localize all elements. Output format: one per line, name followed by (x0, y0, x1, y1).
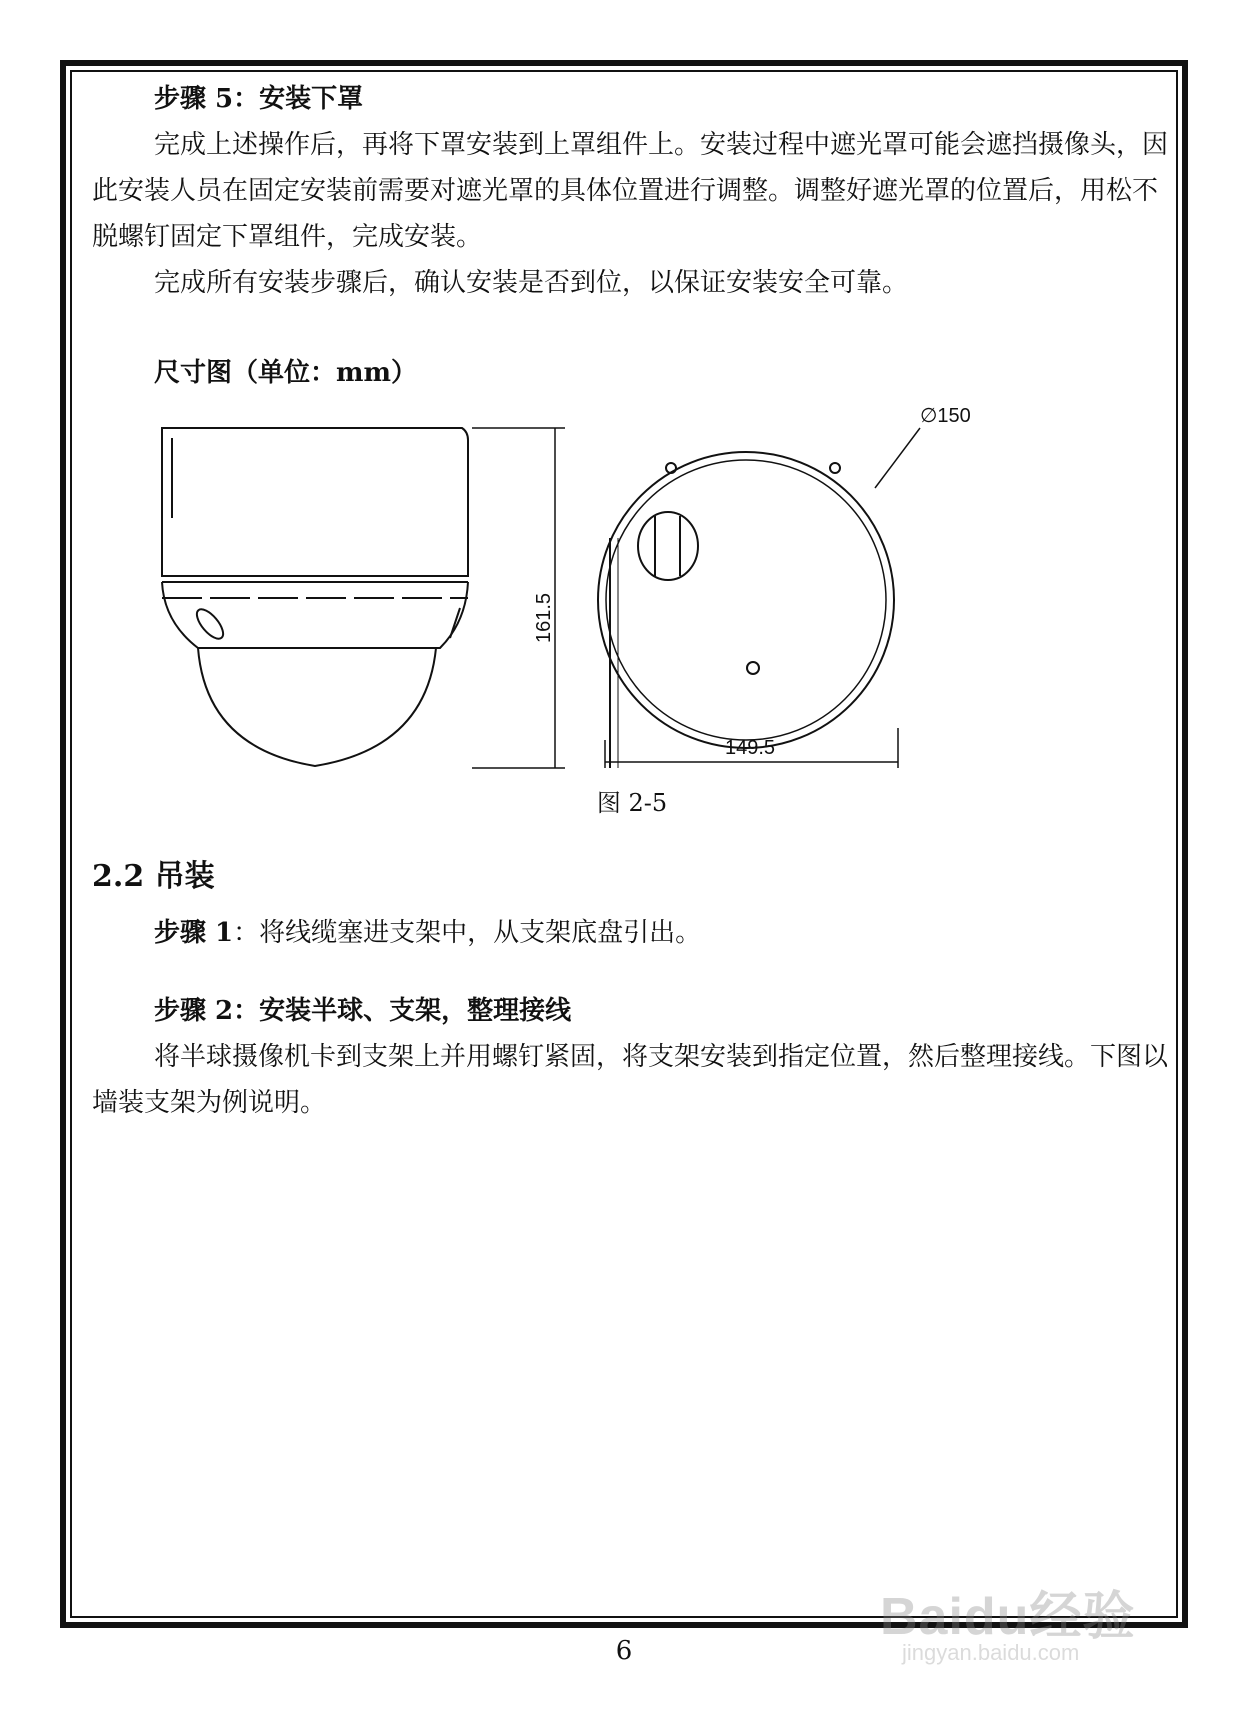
figure-caption: 图 2-5 (596, 789, 668, 817)
section-title: 2.2 吊装 (92, 859, 215, 894)
dimension-heading: 尺寸图（单位：mm） (154, 358, 418, 388)
step2-paragraph: 将半球摄像机卡到支架上并用螺钉紧固，将支架安装到指定位置，然后整理接线。下图以墙装支架为例说明。 (92, 1042, 1169, 1118)
page-number: 6 (615, 1636, 633, 1666)
baidu-watermark (880, 1530, 1200, 1680)
step2-heading: 步骤 2：安装半球、支架，整理接线 (154, 996, 572, 1026)
width-label: 149.5 (724, 737, 776, 759)
top-view (598, 428, 920, 768)
dimension-drawing (150, 405, 1100, 828)
side-view (162, 428, 468, 766)
step5-paragraph-2: 完成所有安装步骤后，确认安装是否到位，以保证安装安全可靠。 (154, 268, 909, 298)
watermark-url: jingyan.baidu.com (902, 1640, 1080, 1665)
height-label: 161.5 (533, 592, 555, 644)
diameter-label: ∅150 (920, 405, 971, 427)
lower-content (92, 780, 1172, 1126)
watermark-brand: Baidu经验 (880, 1588, 1136, 1646)
step5-heading: 步骤 5：安装下罩 (154, 84, 364, 114)
step5-paragraph-1: 完成上述操作后，再将下罩安装到上罩组件上。安装过程中遮光罩可能会遮挡摄像头，因此安装人员在固定安装前需要对遮光罩的具体位置进行调整。调整好遮光罩的位置后，用松不脱螺钉固定下罩组件，完成安装。 (92, 130, 1169, 252)
page-content (92, 76, 1172, 396)
step1-line (92, 910, 1172, 956)
step1-text: ：将线缆塞进支架中，从支架底盘引出。 (233, 918, 702, 948)
step1-label: 步骤 1 (154, 918, 234, 948)
